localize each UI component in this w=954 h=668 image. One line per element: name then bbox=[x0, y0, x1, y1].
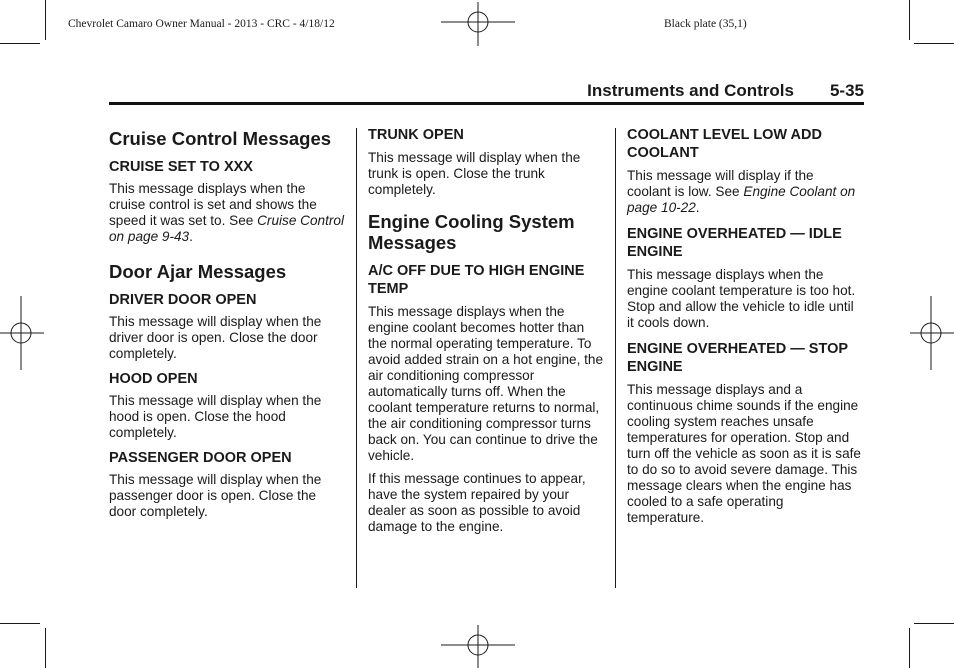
paragraph-cruise-set bbox=[109, 181, 345, 245]
column-2 bbox=[368, 126, 606, 535]
section-heading-cruise: Cruise Control Messages bbox=[109, 128, 332, 149]
paragraph-ac-off: This message displays when the engine coolant becomes hotter than the normal operating temperature. To avoid added strain on a hot engine, the air conditioning compressor automatically turns off. When the coolant temperature returns to normal, the air conditioning compressor turns back on. You can continue to drive the vehicle. bbox=[368, 304, 604, 463]
registration-mark-top-icon bbox=[441, 2, 515, 46]
subheading-hood-open: HOOD OPEN bbox=[109, 371, 198, 387]
paragraph-text: This message will display if the coolant is low. See bbox=[627, 168, 814, 199]
running-head-title: Instruments and Controls bbox=[587, 81, 794, 100]
page-number: 5-35 bbox=[829, 81, 864, 100]
column-divider-2 bbox=[615, 128, 616, 588]
subheading-passenger-door: PASSENGER DOOR OPEN bbox=[109, 450, 292, 466]
subheading-overheated-stop: ENGINE OVERHEATED — STOP ENGINE bbox=[627, 341, 848, 375]
subheading-driver-door: DRIVER DOOR OPEN bbox=[109, 292, 257, 308]
crop-mark-bottom-left-h bbox=[0, 623, 40, 624]
paragraph-trunk-open: This message will display when the trunk is open. Close the trunk completely. bbox=[368, 150, 581, 197]
paragraph-overheated-idle: This message displays when the engine coolant temperature is too hot. Stop and allow the vehicle to idle until it cools down. bbox=[627, 267, 856, 330]
subheading-coolant-low: COOLANT LEVEL LOW ADD COOLANT bbox=[627, 127, 822, 161]
crop-mark-top-right-v bbox=[909, 0, 910, 40]
paragraph-ac-off-repair: If this message continues to appear, have the system repaired by your dealer as soon as possible to avoid damage to the engine. bbox=[368, 471, 586, 534]
crop-mark-top-right-h bbox=[914, 43, 954, 44]
subheading-ac-off: A/C OFF DUE TO HIGH ENGINE TEMP bbox=[368, 263, 585, 297]
crop-mark-bottom-right-h bbox=[914, 623, 954, 624]
paragraph-hood-open: This message will display when the hood is open. Close the hood completely. bbox=[109, 393, 322, 440]
subheading-cruise-set: CRUISE SET TO XXX bbox=[109, 159, 253, 175]
paragraph-text: . bbox=[189, 229, 193, 244]
column-3 bbox=[627, 126, 861, 526]
column-1 bbox=[109, 126, 345, 520]
registration-mark-left-icon bbox=[0, 296, 44, 370]
subheading-trunk-open: TRUNK OPEN bbox=[368, 127, 464, 143]
section-heading-engine-cooling: Engine Cooling System Messages bbox=[368, 211, 575, 253]
crop-mark-top-left-h bbox=[0, 43, 40, 44]
paragraph-coolant-low bbox=[627, 168, 861, 216]
paragraph-driver-door: This message will display when the driver door is open. Close the door completely. bbox=[109, 314, 322, 361]
slug-left: Chevrolet Camaro Owner Manual - 2013 - CRC - 4/18/12 bbox=[68, 18, 335, 30]
cross-reference: Cruise Control on page 9-43 bbox=[109, 213, 344, 244]
slug-right: Black plate (35,1) bbox=[664, 18, 747, 30]
registration-mark-right-icon bbox=[910, 296, 954, 370]
cross-reference: Engine Coolant on page 10-22 bbox=[627, 184, 856, 215]
paragraph-text: . bbox=[695, 200, 700, 215]
subheading-overheated-idle: ENGINE OVERHEATED — IDLE ENGINE bbox=[627, 226, 842, 260]
crop-mark-bottom-right-v bbox=[909, 628, 910, 668]
crop-mark-top-left-v bbox=[45, 0, 46, 40]
paragraph-text: This message displays when the cruise control is set and shows the speed it was set to. See bbox=[109, 181, 317, 228]
running-head bbox=[109, 80, 864, 105]
column-divider-1 bbox=[356, 128, 357, 588]
registration-mark-bottom-icon bbox=[441, 625, 515, 668]
crop-mark-bottom-left-v bbox=[45, 628, 46, 668]
paragraph-passenger-door: This message will display when the passenger door is open. Close the door completely. bbox=[109, 472, 322, 519]
paragraph-overheated-stop: This message displays and a continuous chime sounds if the engine cooling system reaches unsafe temperatures for operation. Stop and turn off the vehicle as soon as it is safe to do so to avoid severe damage. This message clears when the engine has cooled to a safe operating temperature. bbox=[627, 382, 861, 525]
section-heading-door-ajar: Door Ajar Messages bbox=[109, 261, 287, 282]
